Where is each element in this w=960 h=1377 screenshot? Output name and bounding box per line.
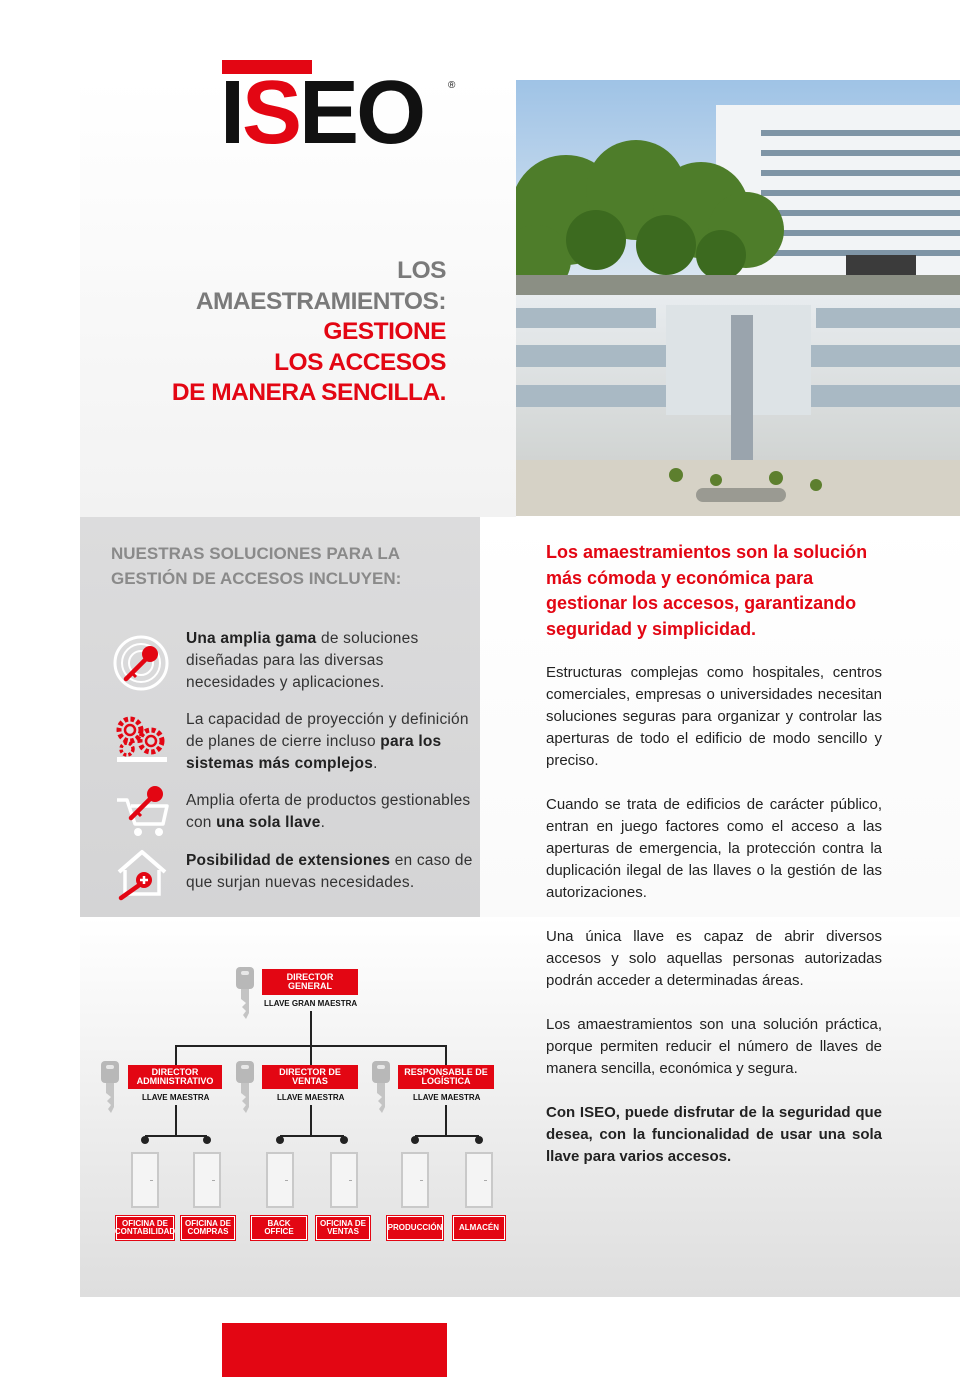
connector-dot [141,1136,149,1144]
door-icon [330,1152,358,1208]
door-icon [401,1152,429,1208]
building-photo-illustration [516,80,960,516]
connector [445,1105,447,1135]
connector [280,1135,344,1137]
headline-line: DE MANERA SENCILLA. [171,379,446,406]
department-box: ALMACÉN [453,1216,505,1240]
master-key-org-chart [90,955,530,1255]
feature-text: en caso de que surjan nuevas necesidades. [186,852,473,891]
manager-box: DIRECTOR DE VENTAS [262,1065,358,1089]
department-box: PRODUCCIÓN [387,1216,443,1240]
director-general-box: DIRECTOR GENERAL [262,969,358,995]
logo-wordmark: ISEO [220,63,424,163]
feature-bold: Una amplia gama [186,630,317,647]
maestra-label: LLAVE MAESTRA [277,1093,345,1102]
feature-bold: Posibilidad de extensiones [186,852,391,869]
feature-text: La capacidad de proyección y definición de planes de cierre incluso [186,711,469,750]
manager-box: DIRECTOR ADMINISTRATIVO [128,1065,222,1089]
feature-item [186,850,476,894]
footer-red-bar [222,1323,447,1377]
department-box: OFICINA DE CONTABILIDAD [116,1216,174,1240]
connector [175,1045,177,1065]
headline-line: AMAESTRAMIENTOS: [195,287,446,315]
article-intro: Los amaestramientos son la solución más cómoda y económica para gestionar los accesos, garantizando seguridad y simplicidad. [546,542,868,639]
key-cart-icon [113,782,171,838]
maestra-label: LLAVE MAESTRA [142,1093,210,1102]
key-icon [99,1061,121,1117]
headline-line: LOS [397,257,446,284]
maestra-label: LLAVE MAESTRA [413,1093,481,1102]
gran-maestra-label: LLAVE GRAN MAESTRA [264,999,358,1008]
key-house-icon [113,846,171,902]
feature-bold: para los sistemas más complejos [186,733,442,772]
connector [310,1011,312,1047]
headline-line: LOS ACCESOS [274,348,446,376]
feature-end: . [373,755,378,772]
connector-dot [203,1136,211,1144]
connector-dot [475,1136,483,1144]
department-box: BACK OFFICE [251,1216,307,1240]
connector-dot [340,1136,348,1144]
feature-item [186,628,476,694]
connector [175,1105,177,1135]
article-paragraph: Una única llave es capaz de abrir diversos accesos y solo aquellas personas autorizadas podrán acceder a determinadas áreas. [546,928,882,989]
feature-text: Amplia oferta de productos gestionables con [186,792,471,831]
feature-item [186,790,476,834]
page-headline [100,256,446,409]
article-paragraph: Con ISEO, puede disfrutar de la seguridad que desea, con la funcionalidad de usar una sola llave para varios accesos. [546,1104,882,1165]
key-target-icon [112,634,170,692]
article-paragraph: Cuando se trata de edificios de carácter público, entran en juego factores como el acceso a las aperturas de emergencia, la protección contra la duplicación ilegal de las llaves o la gestión de las autorizaciones. [546,796,882,901]
feature-bold: una sola llave [216,814,321,831]
registered-mark: ® [448,80,456,91]
door-icon [266,1152,294,1208]
connector [310,1105,312,1135]
key-icon [234,1061,256,1117]
feature-text: de soluciones diseñadas para las diversas necesidades y aplicaciones. [186,630,419,691]
feature-item [186,709,476,775]
headline-line: GESTIONE [323,318,446,345]
door-icon [193,1152,221,1208]
door-icon [131,1152,159,1208]
article-paragraph: Los amaestramientos son una solución práctica, porque permiten reducir el número de llaves de manera sencilla, económica y segura. [546,1016,882,1077]
feature-end: . [320,814,326,831]
connector [415,1135,479,1137]
solutions-title: NUESTRAS SOLUCIONES PARA LA GESTIÓN DE ACCESOS INCLUYEN: [111,544,402,588]
iseo-logo [220,60,462,163]
gears-laptop-icon [113,713,171,767]
connector [310,1045,312,1065]
door-icon [465,1152,493,1208]
connector [445,1045,447,1065]
department-box: OFICINA DE VENTAS [316,1216,370,1240]
manager-box: RESPONSABLE DE LOGÍSTICA [398,1065,494,1089]
department-box: OFICINA DE COMPRAS [181,1216,235,1240]
connector-dot [411,1136,419,1144]
connector-dot [276,1136,284,1144]
building-photo [516,80,960,516]
connector [145,1135,207,1137]
key-icon [234,967,256,1023]
article-paragraph: Estructuras complejas como hospitales, centros comerciales, empresas o universidades necesitan soluciones seguras para organizar y controlar las aperturas de todo el edificio de modo sencillo y preciso. [546,664,882,769]
key-icon [370,1061,392,1117]
